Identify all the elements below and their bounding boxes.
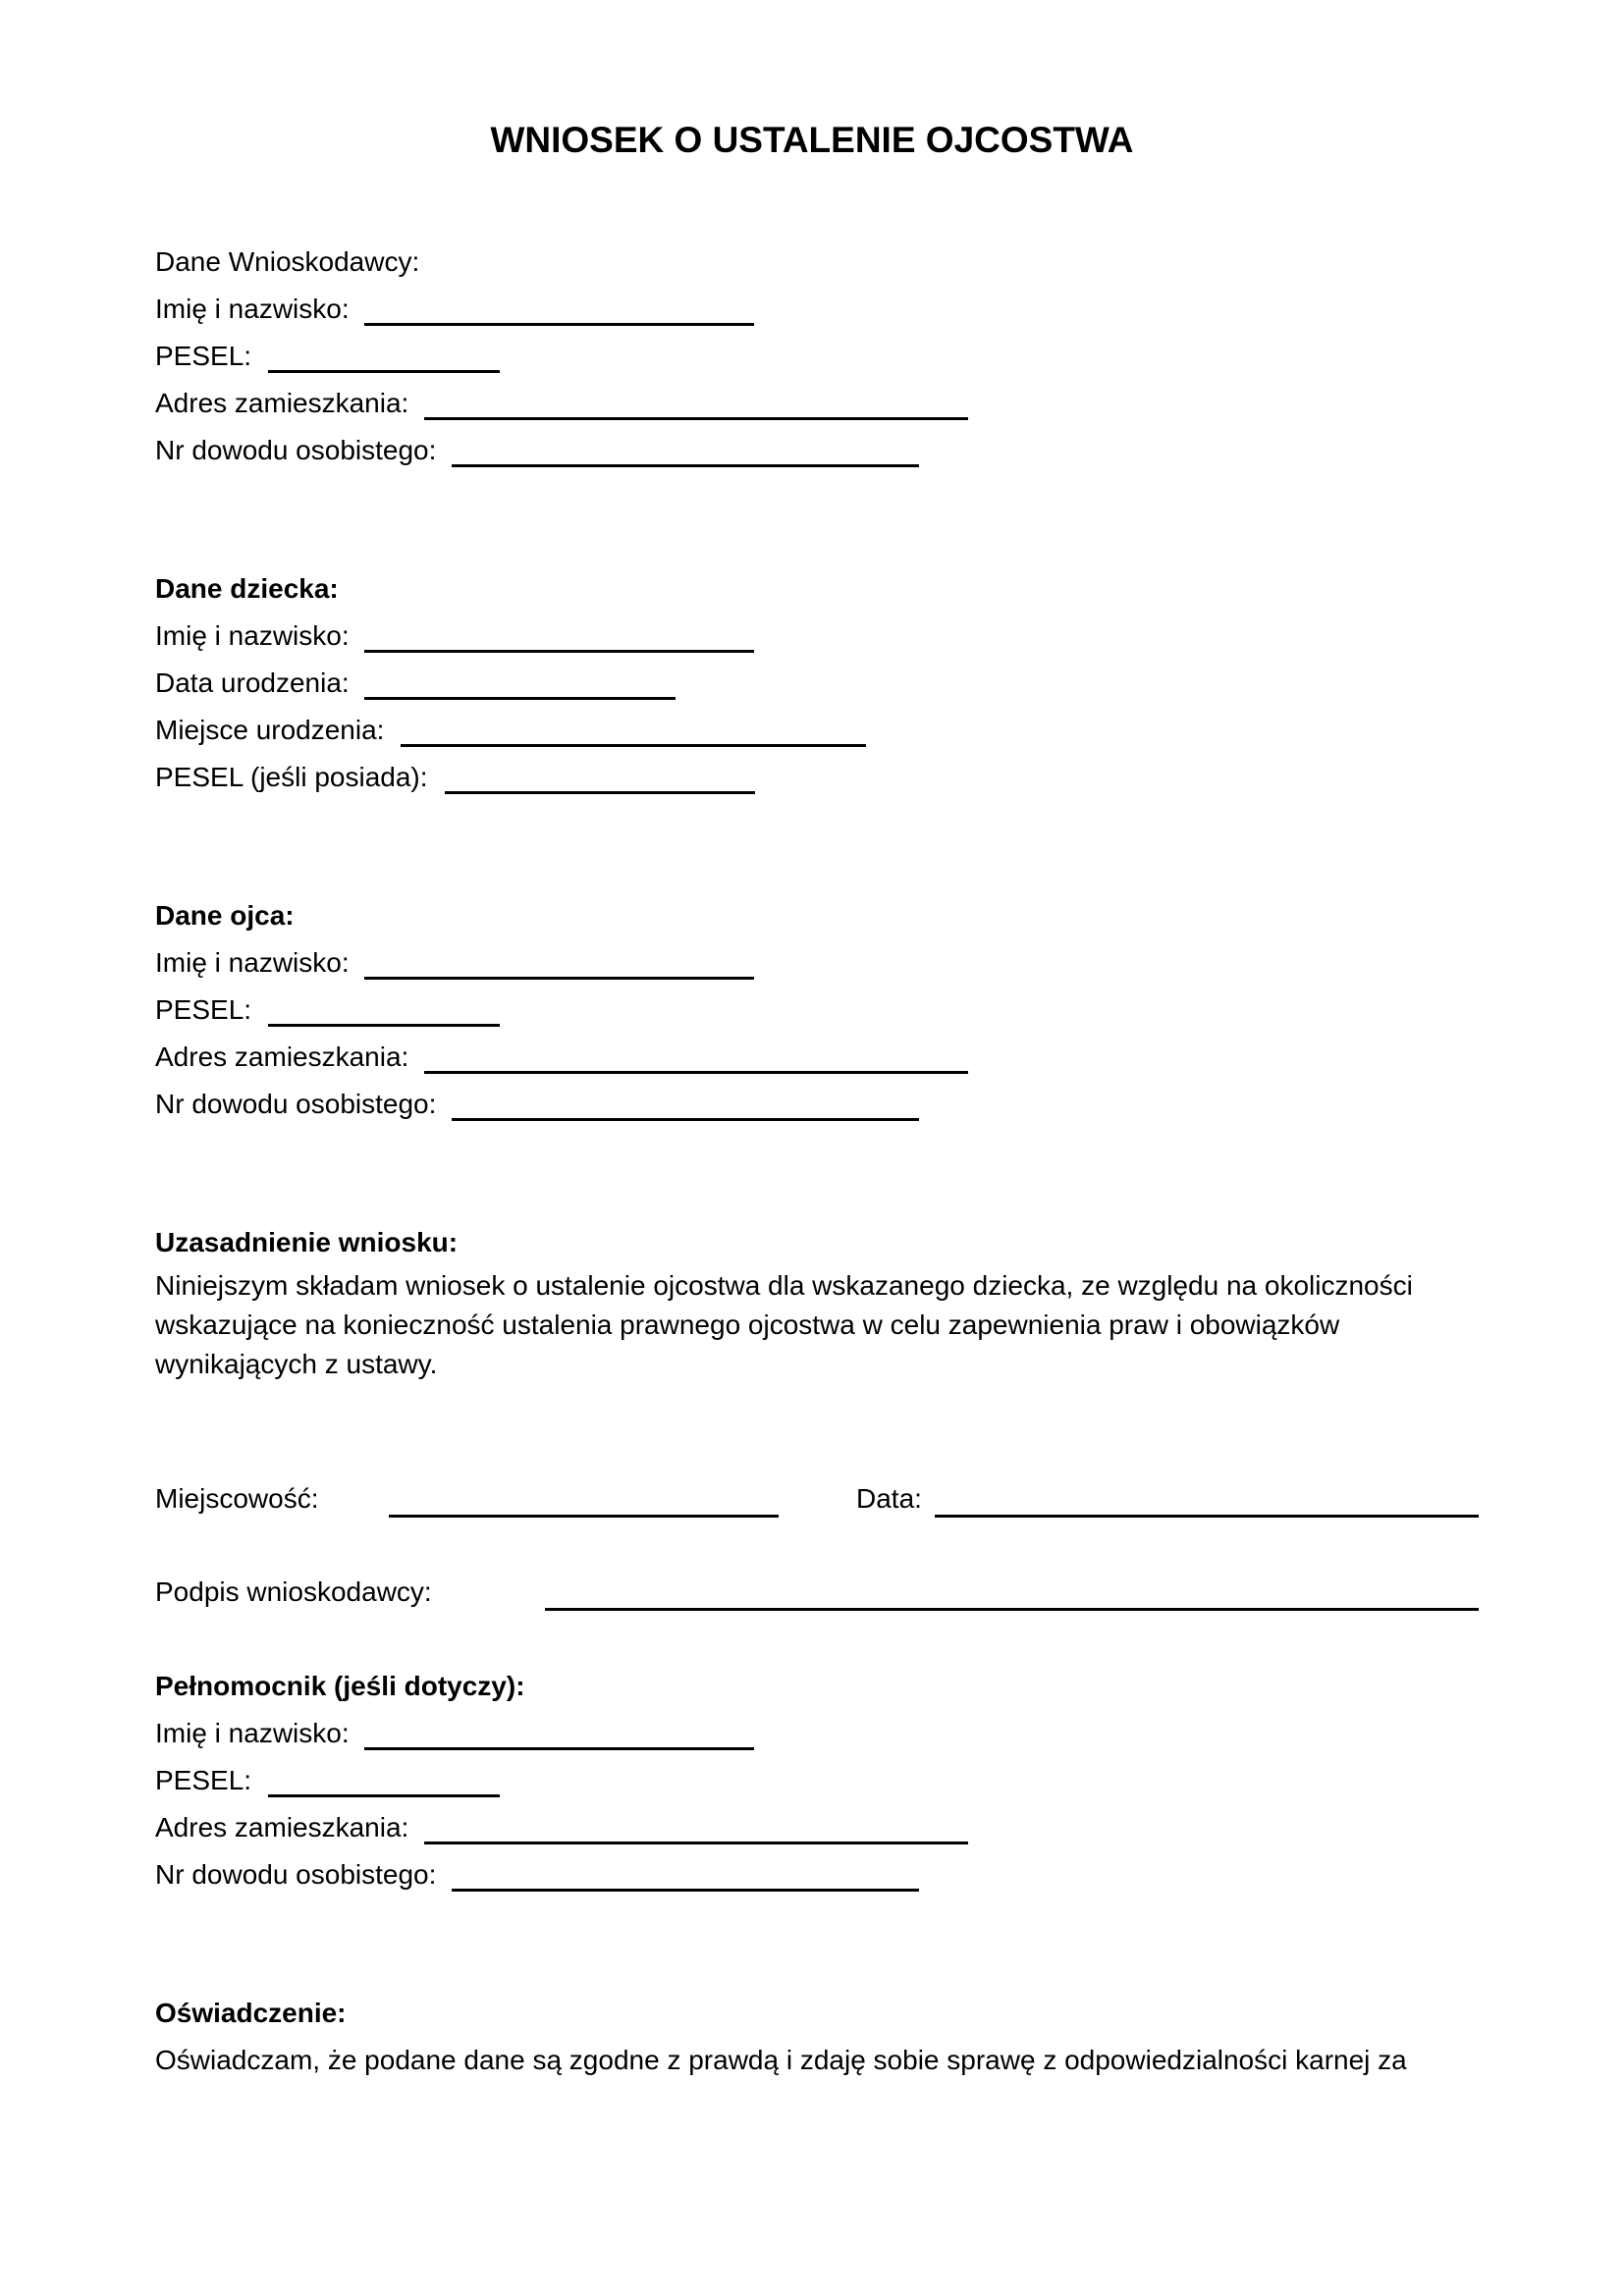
applicant-heading: Dane Wnioskodawcy: [155, 246, 420, 277]
child-name-field[interactable] [364, 650, 754, 653]
proxy-name-row [155, 1710, 525, 1757]
signature-label: Podpis wnioskodawcy: [155, 1576, 432, 1607]
father-pesel-row [155, 987, 295, 1034]
child-birth-date-label: Data urodzenia: [155, 667, 350, 698]
applicant-id-row [155, 427, 437, 474]
father-pesel-field[interactable] [268, 1024, 500, 1027]
applicant-pesel-row [155, 333, 419, 380]
proxy-heading: Pełnomocnik (jeśli dotyczy): [155, 1671, 525, 1701]
date-label: Data: [856, 1483, 922, 1514]
applicant-pesel-field[interactable] [268, 370, 500, 373]
proxy-name-label: Imię i nazwisko: [155, 1718, 350, 1748]
proxy-address-label: Adres zamieszkania: [155, 1812, 409, 1842]
proxy-pesel-row [155, 1757, 525, 1804]
father-id-row [155, 1081, 437, 1128]
applicant-name-field[interactable] [364, 323, 754, 326]
date-field[interactable] [935, 1515, 1479, 1518]
child-birth-place-field[interactable] [401, 744, 866, 747]
proxy-address-row [155, 1804, 525, 1851]
child-birth-date-row [155, 660, 350, 707]
father-id-field[interactable] [452, 1118, 919, 1121]
father-name-field[interactable] [364, 977, 754, 980]
place-field[interactable] [389, 1515, 779, 1518]
father-address-field[interactable] [424, 1071, 968, 1074]
applicant-address-row [155, 380, 419, 427]
proxy-pesel-label: PESEL: [155, 1765, 252, 1795]
child-heading: Dane dziecka: [155, 573, 339, 604]
applicant-id-label: Nr dowodu osobistego: [155, 435, 437, 465]
proxy-section [155, 1663, 525, 1898]
child-pesel-row [155, 754, 428, 801]
child-birth-place-label: Miejsce urodzenia: [155, 715, 385, 745]
child-name-row [155, 613, 350, 660]
father-section [155, 892, 437, 1128]
proxy-address-field[interactable] [424, 1842, 968, 1844]
child-birth-date-field[interactable] [364, 697, 676, 700]
father-name-label: Imię i nazwisko: [155, 947, 350, 978]
justification-heading: Uzasadnienie wniosku: [155, 1227, 459, 1257]
father-name-row [155, 939, 350, 987]
child-pesel-label: PESEL (jeśli posiada): [155, 762, 428, 792]
signature-field[interactable] [545, 1608, 1479, 1611]
proxy-name-field[interactable] [364, 1747, 754, 1750]
applicant-name-label: Imię i nazwisko: [155, 294, 350, 324]
applicant-pesel-label: PESEL: [155, 341, 252, 371]
father-address-label: Adres zamieszkania: [155, 1041, 409, 1072]
father-pesel-label: PESEL: [155, 994, 252, 1025]
place-label: Miejscowość: [155, 1483, 319, 1514]
applicant-name-row [155, 286, 419, 333]
statement-section [155, 1990, 1481, 2084]
statement-heading: Oświadczenie: [155, 1998, 347, 2028]
father-heading: Dane ojca: [155, 900, 295, 931]
proxy-id-field[interactable] [452, 1889, 919, 1892]
child-name-label: Imię i nazwisko: [155, 620, 350, 651]
applicant-section [155, 239, 437, 474]
proxy-pesel-field[interactable] [268, 1794, 500, 1797]
proxy-id-label: Nr dowodu osobistego: [155, 1859, 437, 1890]
statement-text: Oświadczam, że podane dane są zgodne z prawdą i zdaję sobie sprawę z odpowiedzialności karnej za [155, 2045, 1407, 2075]
child-birth-place-row [155, 707, 385, 754]
proxy-id-row [155, 1851, 525, 1898]
child-section [155, 565, 428, 801]
document-title: WNIOSEK O USTALENIE OJCOSTWA [490, 120, 1134, 160]
justification-section [155, 1219, 1481, 1384]
justification-text: Niniejszym składam wniosek o ustalenie ojcostwa dla wskazanego dziecka, ze względu na okoliczności wskazujące na konieczność ustalenia prawnego ojcostwa w celu zapewnienia praw i obowiązków wynikających z ustawy. [155, 1270, 1413, 1379]
child-pesel-field[interactable] [445, 791, 755, 794]
father-id-label: Nr dowodu osobistego: [155, 1089, 437, 1119]
applicant-address-label: Adres zamieszkania: [155, 388, 409, 418]
applicant-id-field[interactable] [452, 464, 919, 467]
applicant-address-field[interactable] [424, 417, 968, 420]
father-address-row [155, 1034, 409, 1081]
